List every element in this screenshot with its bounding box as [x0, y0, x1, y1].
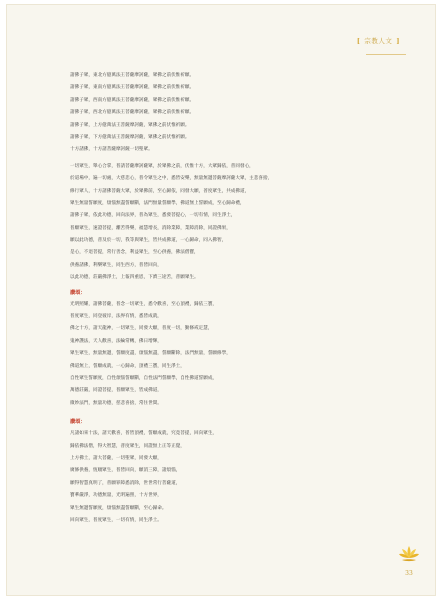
header-label: 宗教人文 — [364, 37, 393, 45]
text-line: 諸佛子眾，西南方億萬法王菩薩摩訶薩，眾佛之前伏惟祈願。 — [70, 97, 195, 103]
header-bracket-right: ] — [396, 36, 400, 45]
text-line: 願得智慧真明了，普願罪障悉消除，世世常行菩薩道， — [70, 480, 181, 486]
text-line: 以此功德，莊嚴佛淨土，上報四重恩，下濟三途苦，普願眾生。 — [70, 275, 199, 281]
text-line: 回向眾生，普度眾生，一切有情，同生淨土。 — [70, 517, 162, 523]
text-line: 修行眾人，十方諸佛菩薩大眾，於眾佛前，至心歸依，同發大願，普度眾生，共成佛道， — [70, 188, 250, 194]
text-line: 十方諸佛，十方諸菩薩摩訶薩一切聖眾。 — [70, 147, 153, 153]
text-line: 自性眾生誓願度，自性煩惱誓願斷，自性法門誓願學，自性佛道誓願成， — [70, 375, 218, 381]
text-line: 是心，不退菩提，常行善念，利益眾生，至心供養，佛法僧寶， — [70, 250, 199, 256]
text-line: 諸佛子眾，下方億萬法王菩薩摩訶薩，眾佛之前伏惟祈願。 — [70, 134, 190, 140]
text-line: 眾生無量誓願度，煩惱無盡誓願斷，法門無量誓願學，佛道無上誓願成，至心歸命禮， — [70, 200, 245, 206]
text-line: 佛之十方，諸天龍神，一切眾生，同發大願，普度一切，勤修戒定慧， — [70, 326, 213, 332]
section-header — [357, 36, 400, 45]
text-line: 於道場中，遍一切處，大慈悲心，普令眾生之中，悉皆安樂，無量無邊菩薩摩訶薩大眾，主悲喜捨， — [70, 176, 273, 182]
text-line: 上方佛土，諸大菩薩，一切聖眾，同發大願， — [70, 455, 162, 461]
document-page — [6, 4, 436, 596]
text-line: 諸佛子眾，上方億萬法王菩薩摩訶薩，眾佛之前伏惟祈願。 — [70, 122, 190, 128]
lotus-icon — [398, 544, 420, 564]
section-heading: 讚頌： — [70, 419, 86, 426]
header-rule — [366, 54, 406, 55]
passage-one — [70, 70, 372, 157]
text-line: 歸依佛法僧，得大智慧，普度眾生，同證無上正等正覺， — [70, 443, 185, 449]
text-line: 供養諸佛，利樂眾生，同生西方，普皆回向， — [70, 262, 162, 268]
text-line: 一切眾生，舉心合掌，普請菩薩摩訶薩眾，於眾佛之前，伏惟十方，大眾歸依，普同發心， — [70, 163, 254, 169]
text-line: 廣修供養，恆順眾生，普皆回向，願消三障，諸煩惱， — [70, 468, 181, 474]
passage-two — [70, 161, 372, 285]
text-line: 萬德莊嚴，同證菩提，普願眾生，皆成佛道， — [70, 388, 162, 394]
text-line: 寶華嚴淨，功德無量，光明遍照，十方世界， — [70, 493, 162, 499]
text-line: 願以此功德，普及於一切，我等與眾生，皆共成佛道，一心歸命，同入佛智， — [70, 238, 227, 244]
text-line: 諸佛子眾，西北方億萬法王菩薩摩訶薩，眾佛之前伏惟祈願。 — [70, 110, 195, 116]
section-one — [70, 299, 372, 411]
header-bracket-left: [ — [356, 36, 361, 45]
text-line: 佛道無上，誓願成就，一心歸命，頂禮三寶，同生淨土， — [70, 363, 185, 369]
text-line: 眾生眾生，無量無邊，誓願度盡，煩惱無盡，誓願斷除，法門無量，誓願修學， — [70, 351, 231, 357]
section-two — [70, 428, 372, 527]
text-line: 凡諸如來十法，諸天歡喜，普皆頂禮，誓願成就，究竟菩提，回向眾生， — [70, 431, 218, 437]
text-line: 諸佛子眾，東北方億萬法王菩薩摩訶薩，眾佛之前伏惟祈願。 — [70, 73, 195, 78]
section-heading: 讚頌： — [70, 289, 86, 296]
text-line: 普度眾生，同登彼岸，法界有情，悉皆成就， — [70, 314, 162, 320]
page-number: 33 — [405, 570, 413, 577]
text-line: 諸佛子眾，東南方億萬法王菩薩摩訶薩，眾佛之前伏惟祈願。 — [70, 85, 195, 91]
text-line: 光明照耀，諸佛菩薩，普念一切眾生，悉令歡喜，至心頂禮，歸依三寶， — [70, 301, 218, 307]
text-line: 鬼神護法，天人歡喜，法輪常轉，佛日增輝， — [70, 338, 162, 344]
text-line: 諸佛子眾，依此功德，回向法界，普為眾生，悉發菩提心，一切有情，同生淨土， — [70, 213, 236, 219]
text-line: 普願眾生，速證菩提，離苦得樂，福慧增長，消除業障，業障消除，同證佛果， — [70, 225, 231, 231]
body-text — [70, 70, 372, 527]
text-line: 眾生無邊誓願度，煩惱無盡誓願斷，至心歸命。 — [70, 505, 167, 511]
text-line: 微妙法門，無量功德，慈悲喜捨，常住世間。 — [70, 400, 162, 406]
